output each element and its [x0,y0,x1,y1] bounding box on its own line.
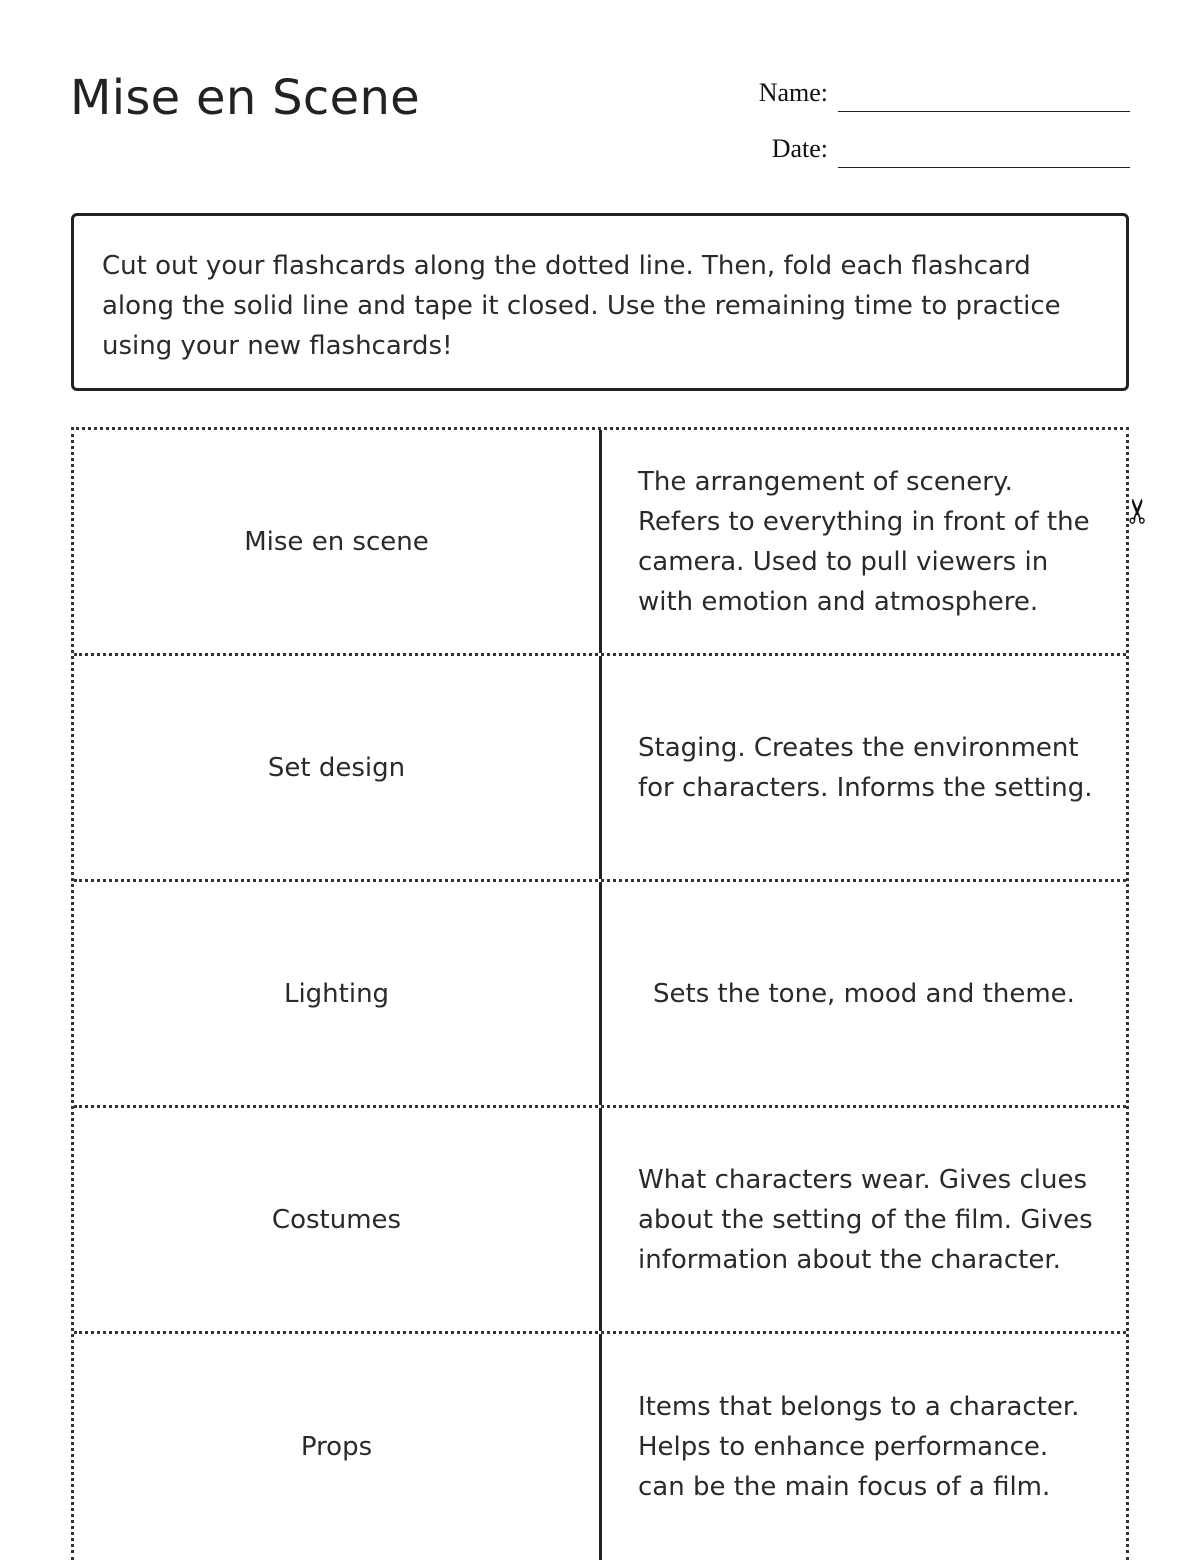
name-blank-line [838,89,1130,112]
name-field [740,80,1130,106]
name-label: Name: [758,78,828,107]
instructions-text: Cut out your flashcards along the dotted line. Then, fold each flashcard along the solid line and tape it closed. Use the remaining time to practice using your new flashcards! [102,251,1061,361]
flashcard-term: Costumes [74,1108,602,1331]
flashcard-row [74,1108,1126,1334]
flashcard-row [74,1334,1126,1560]
flashcard-definition: Items that belongs to a character. Helps to enhance performance. can be the main focus of a film. [638,1392,1080,1502]
flashcard-definition: What characters wear. Gives clues about the setting of the film. Gives information about the character. [638,1164,1093,1275]
flashcard-term: Mise en scene [74,430,602,653]
flashcard-definition: Sets the tone, mood and theme. [653,978,1075,1009]
scissors-icon: ✂ [1118,496,1159,526]
flashcard-row [74,882,1126,1108]
date-field [740,136,1130,162]
flashcard-row [74,430,1126,656]
flashcard-term: Set design [74,656,602,879]
date-label: Date: [771,134,828,163]
date-blank-line [838,145,1130,168]
flashcard-term: Props [74,1334,602,1560]
page-title: Mise en Scene [70,70,421,126]
flashcard-grid [71,427,1129,1560]
flashcard-definition: Staging. Creates the environment for characters. Informs the setting. [638,732,1093,803]
instructions-box [71,213,1129,391]
flashcard-term: Lighting [74,882,602,1105]
flashcard-row [74,656,1126,882]
flashcard-definition: The arrangement of scenery. Refers to everything in front of the camera. Used to pull viewers in with emotion and atmosphere. [638,466,1090,617]
